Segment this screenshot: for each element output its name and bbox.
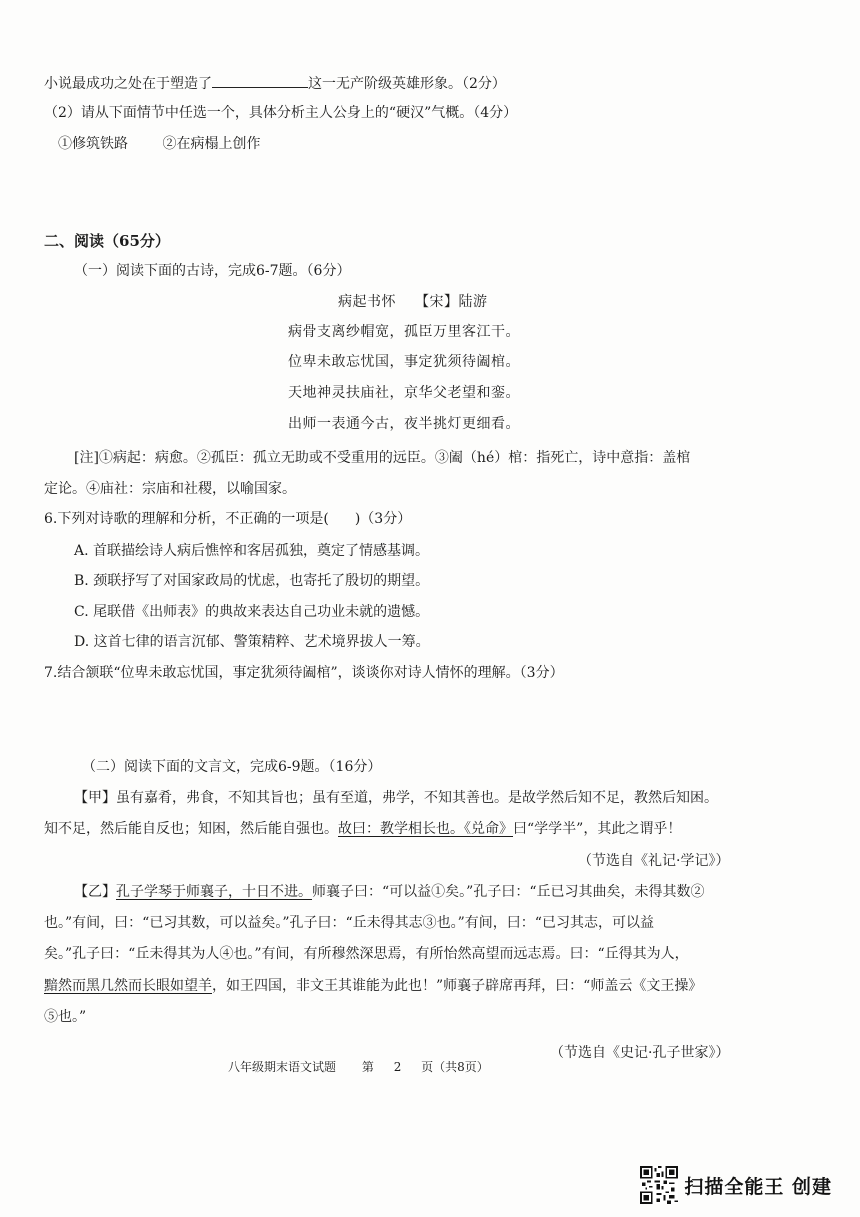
jia-line1: 【甲】虽有嘉肴，弗食，不知其旨也；虽有至道，弗学，不知其善也。是故学然后知不足，教然后知困。 xyxy=(74,790,718,806)
poem-author: 【宋】陆游 xyxy=(414,294,488,310)
yi-underlined-sentence: 孔子学琴于师襄子，十日不进。 xyxy=(116,884,312,900)
q7-stem: 7.结合颔联“位卑未敢忘忧国，事定犹须待阖棺”，谈谈你对诗人情怀的理解。（3分） xyxy=(44,665,564,681)
jia-underlined-sentence: 故曰：教学相长也。 xyxy=(338,821,464,837)
yi-line4 xyxy=(44,977,702,995)
q6-option-a: A. 首联描绘诗人病后憔悴和客居孤独，奠定了情感基调。 xyxy=(74,543,430,559)
yi-line3: 矣。”孔子曰：“丘未得其为人④也。”有间，有所穆然深思焉，有所怡然高望而远志焉。曰：“丘得其为人， xyxy=(44,946,689,962)
yi-underlined-phrase: 黯然而黑几然而长眼如望羊 xyxy=(44,978,212,994)
q6-option-c: C. 尾联借《出师表》的典故来表达自己功业未就的遗憾。 xyxy=(74,604,430,620)
q6-score: )（3分） xyxy=(354,511,412,527)
q6-stem xyxy=(44,510,411,528)
poem-line: 天地神灵扶庙社，京华父老望和銮。 xyxy=(288,385,520,401)
poem-heading xyxy=(338,293,487,311)
yi-line4-text: ，如王四国，非文王其谁能为此也！”师襄子辟席再拜，曰：“师盖云《文王操》 xyxy=(212,978,703,994)
yi-label: 【乙】 xyxy=(74,884,116,900)
q5-options xyxy=(58,135,260,153)
q5-line1 xyxy=(44,73,506,93)
yi-line2: 也。”有间，曰：“已习其数，可以益矣。”孔子曰：“丘未得其志③也。”有间，曰：“已习其志，可以益 xyxy=(44,915,654,931)
q5-line1-tail: 这一无产阶级英雄形象。（2分） xyxy=(308,76,506,92)
footer-page-total: 页（共8页） xyxy=(421,1060,489,1074)
poem-line: 位卑未敢忘忧国，事定犹须待阖棺。 xyxy=(288,354,520,370)
page-footer xyxy=(228,1058,489,1076)
poem-title: 病起书怀 xyxy=(338,294,396,310)
q5-option-1: ①修筑铁路 xyxy=(58,136,128,152)
answer-blank[interactable] xyxy=(212,73,308,88)
q5-line1-text: 小说最成功之处在于塑造了 xyxy=(44,76,212,92)
section-title: 二、阅读（65分） xyxy=(44,232,170,250)
footer-exam-name: 八年级期末语文试题 xyxy=(228,1060,337,1074)
yi-line1-text: 师襄子曰：“可以益①矣。”孔子曰：“丘已习其曲矣，未得其数② xyxy=(312,884,705,900)
jia-line2-text: 知不足，然后能自反也；知困，然后能自强也。 xyxy=(44,821,338,837)
q5-line2: （2）请从下面情节中任选一个，具体分析主人公身上的“硬汉”气概。（4分） xyxy=(44,105,518,121)
q6-stem-text: 6.下列对诗歌的理解和分析，不正确的一项是( xyxy=(44,511,329,527)
poem-note-line1: [注]①病起：病愈。②孤臣：孤立无助或不受重用的远臣。③阖（hé）棺：指死亡，诗中意指：盖棺 xyxy=(74,450,691,466)
q6-option-b: B. 颈联抒写了对国家政局的忧虑，也寄托了殷切的期望。 xyxy=(74,573,430,589)
jia-source: （节选自《礼记·学记》） xyxy=(578,853,730,869)
scanner-watermark-text: 扫描全能王 创建 xyxy=(684,1175,832,1198)
poem-line: 病骨支离纱帽宽，孤臣万里客江干。 xyxy=(288,324,520,340)
q5-option-2: ②在病榻上创作 xyxy=(162,136,261,152)
q6-option-d: D. 这首七律的语言沉郁、警策精粹、艺术境界拔人一筹。 xyxy=(74,634,430,650)
poem-line: 出师一表通今古，夜半挑灯更细看。 xyxy=(288,416,520,432)
part2-intro: （二）阅读下面的文言文，完成6-9题。（16分） xyxy=(82,759,382,775)
qr-code-icon xyxy=(640,1166,678,1204)
poem-note-line2: 定论。④庙社：宗庙和社稷，以喻国家。 xyxy=(44,481,296,497)
jia-line2 xyxy=(44,820,681,838)
scanner-watermark xyxy=(640,1166,832,1204)
jia-underlined-title: 《兑命》 xyxy=(464,821,513,837)
yi-source: （节选自《史记·孔子世家》） xyxy=(550,1045,730,1061)
part1-intro: （一）阅读下面的古诗，完成6-7题。（6分） xyxy=(74,263,351,279)
footer-page-number: 2 xyxy=(393,1060,402,1074)
footer-page-prefix: 第 xyxy=(361,1060,374,1074)
jia-line2-tail: 曰“学学半”，其此之谓乎！ xyxy=(513,821,682,837)
yi-line1 xyxy=(74,883,704,901)
yi-line5: ⑤也。” xyxy=(44,1009,87,1025)
